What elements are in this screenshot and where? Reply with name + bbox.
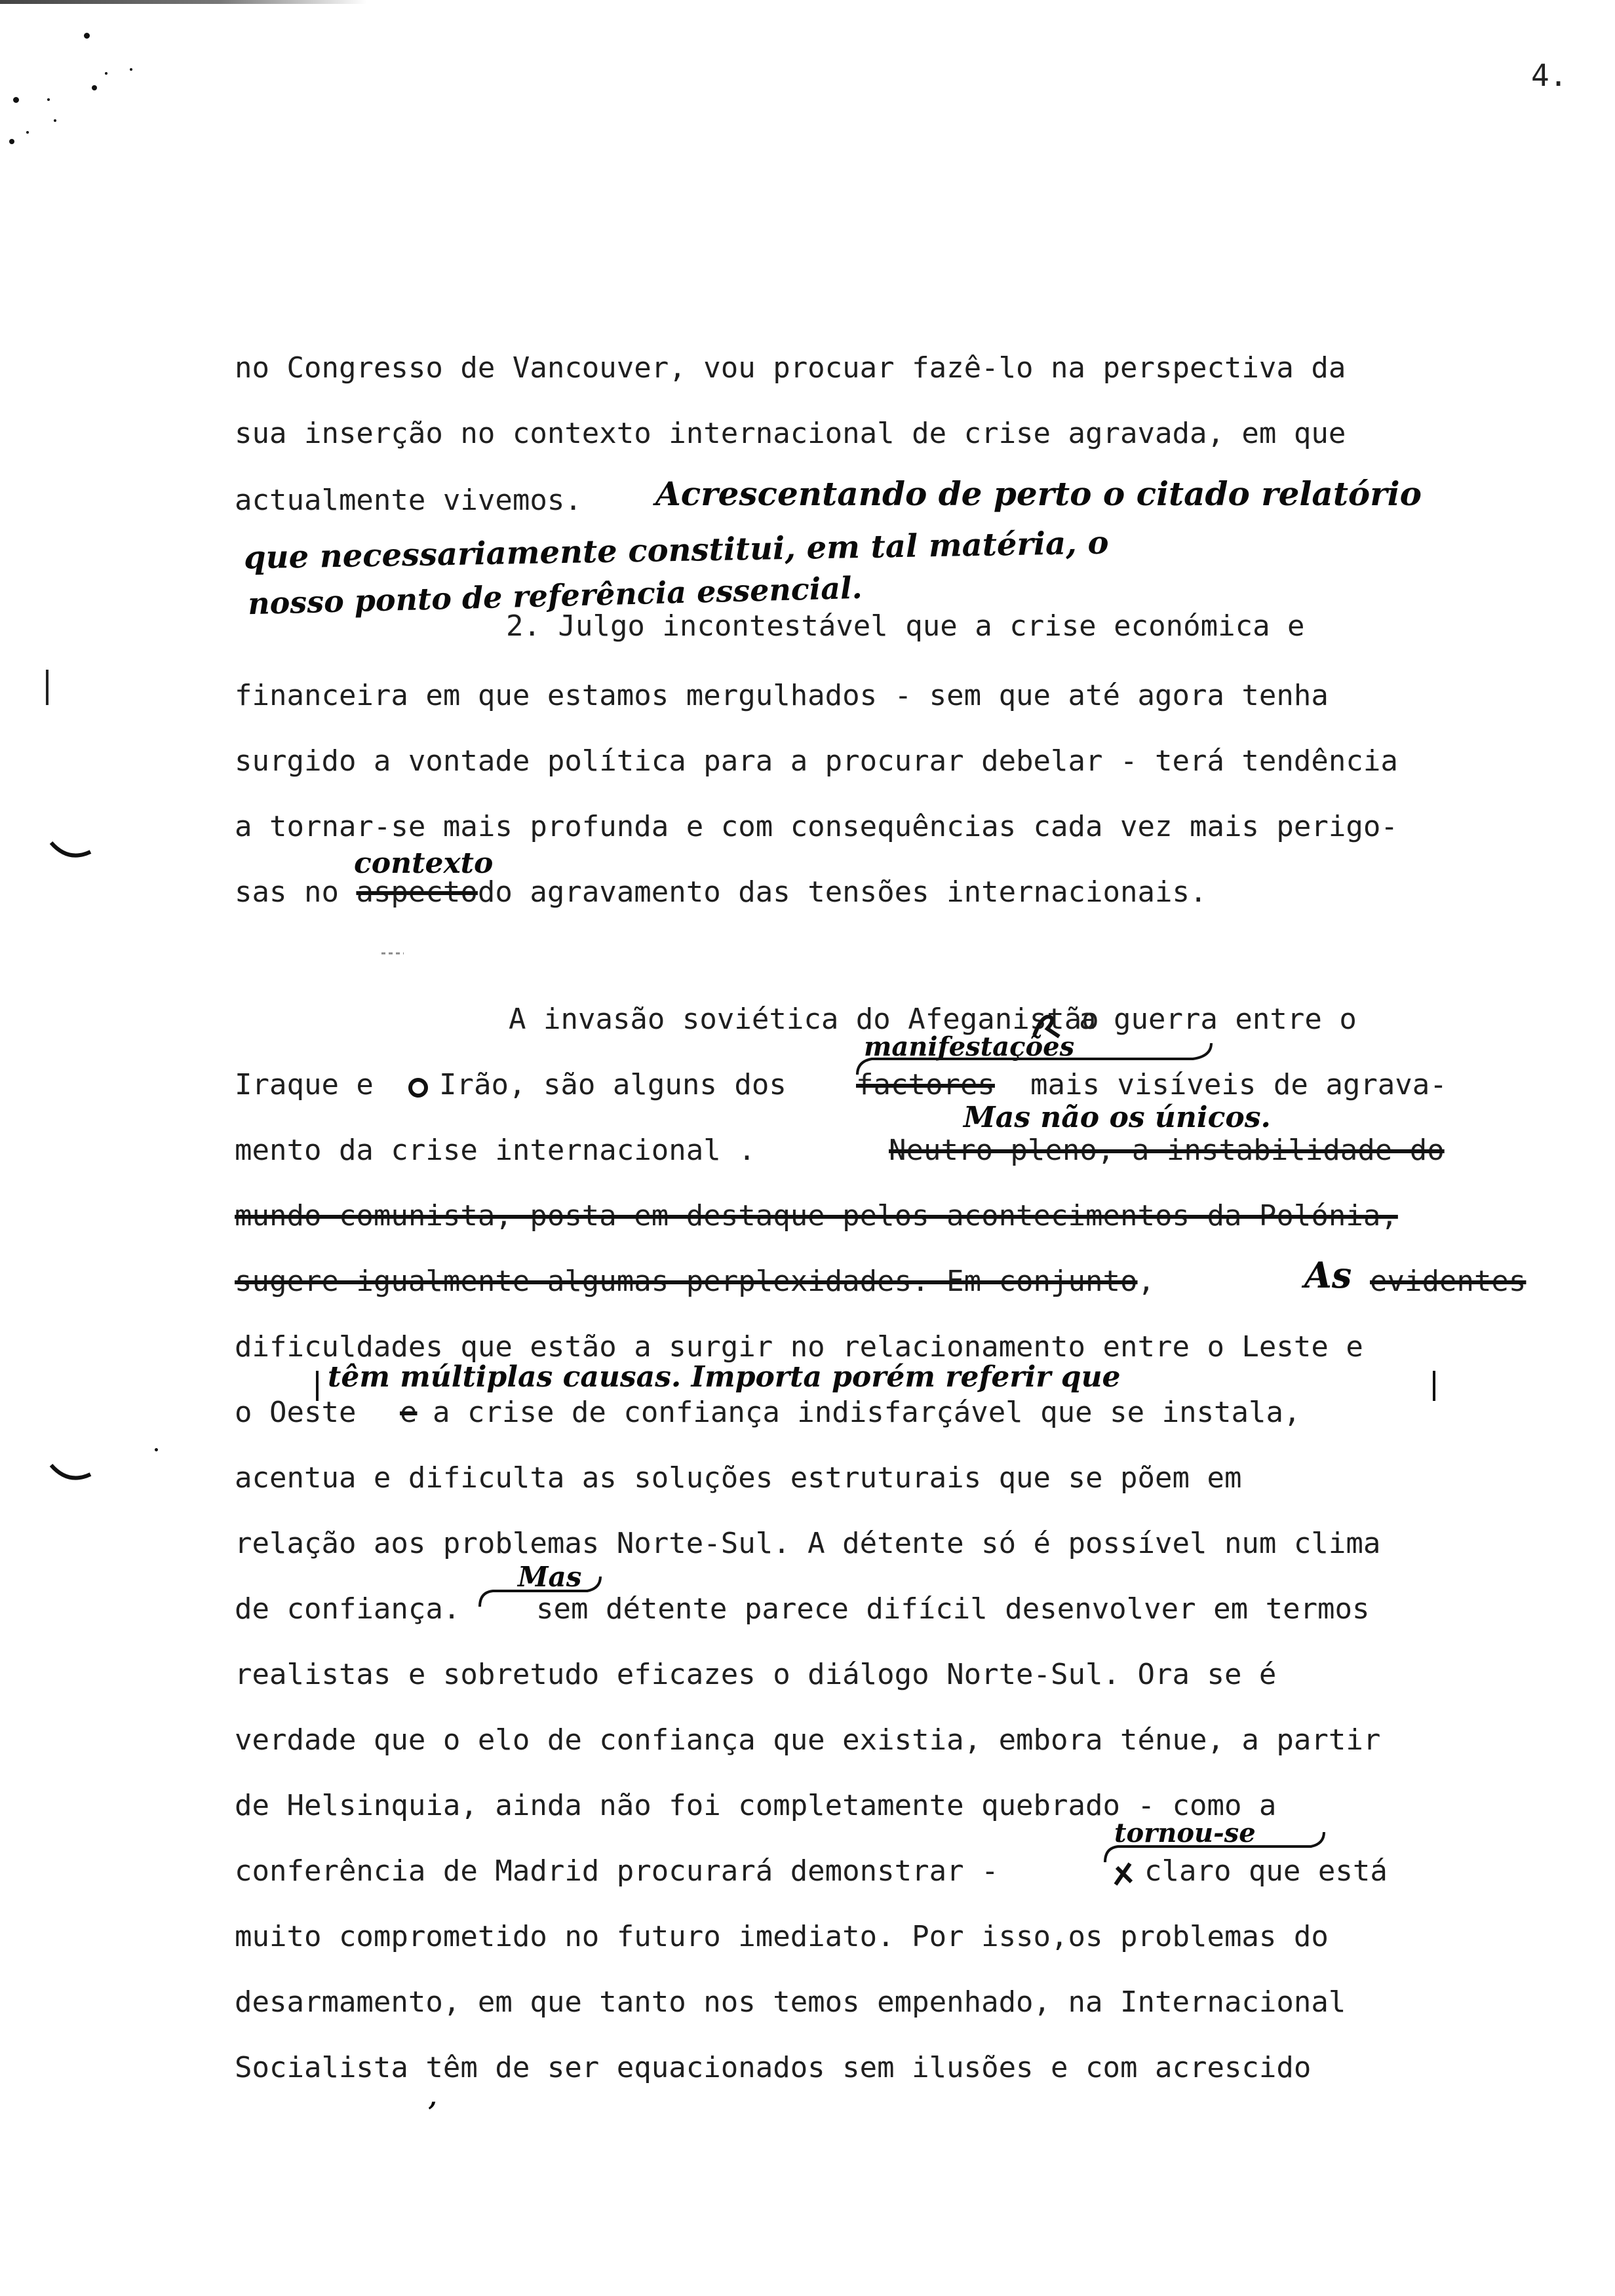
handwritten-insertion: Acrescentando de perto o citado relatório	[655, 474, 1422, 513]
text-line: surgido a vontade política para a procurar debelar - terá tendência	[235, 744, 1398, 778]
text-line: 2. Julgo incontestável que a crise económica e	[506, 609, 1305, 643]
handwritten-correction: Mas não os únicos.	[963, 1101, 1271, 1134]
handwritten-correction: contexto	[354, 847, 494, 880]
text-line	[856, 1068, 995, 1101]
struck-text: evidentes	[1370, 1265, 1527, 1298]
handwritten-correction: tornou-se	[1114, 1818, 1256, 1848]
struck-text: e	[400, 1396, 418, 1429]
handwritten-correction: ,	[429, 2084, 437, 2111]
text-line: sem détente parece difícil desenvolver em termos	[536, 1592, 1370, 1626]
deletion-mark	[1112, 1858, 1135, 1890]
handwritten-insertion: têm múltiplas causas. Importa porém referir que	[328, 1360, 1121, 1394]
text-line: dificuldades que estão a surgir no relacionamento entre o Leste e	[235, 1330, 1363, 1364]
text-line: Irão, são alguns dos	[439, 1068, 787, 1101]
text-line: a tornar-se mais profunda e com consequências cada vez mais perigo-	[235, 810, 1398, 843]
text-line: acentua e dificulta as soluções estruturais que se põem em	[235, 1461, 1242, 1495]
scan-edge	[0, 0, 367, 4]
struck-text: aspecto	[356, 875, 478, 909]
margin-mark	[49, 1461, 94, 1487]
text-fragment: ,	[1137, 1265, 1155, 1298]
text-line: a crise de confiança indisfarçável que se instala,	[433, 1396, 1301, 1429]
text-line: desarmamento, em que tanto nos temos empenhado, na Internacional	[235, 1985, 1346, 2019]
margin-mark	[49, 839, 94, 865]
handwritten-insertion: nosso ponto de referência essencial.	[247, 569, 863, 622]
margin-mark	[41, 668, 54, 708]
text-line: de Helsinquia, ainda não foi completamente quebrado - como a	[235, 1789, 1277, 1822]
text-line: realistas e sobretudo eficazes o diálogo Norte-Sul. Ora se é	[235, 1658, 1277, 1691]
text-fragment: o Oeste	[235, 1396, 357, 1429]
text-line	[1370, 1265, 1526, 1298]
text-fragment: sas no	[235, 875, 339, 909]
text-line: conferência de Madrid procurará demonstrar -	[235, 1854, 999, 1888]
page-number: 4.	[1531, 58, 1568, 93]
text-line: mais visíveis de agrava-	[1030, 1068, 1447, 1101]
margin-mark	[380, 950, 406, 957]
text-line	[889, 1134, 1445, 1167]
text-line: mento da crise internacional .	[235, 1134, 756, 1167]
text-fragment: do agravamento das tensões internacionais.	[477, 875, 1207, 909]
text-line: a guerra entre o	[1079, 1003, 1357, 1036]
text-line: financeira em que estamos mergulhados - sem que até agora tenha	[235, 679, 1329, 712]
text-fragment: Iraque e	[235, 1068, 374, 1101]
text-line	[235, 1396, 356, 1429]
text-fragment: A invasão soviética do Afeganistão	[509, 1003, 1099, 1036]
handwritten-correction: As	[1304, 1254, 1352, 1296]
text-line: de confiança.	[235, 1592, 461, 1626]
text-line: actualmente vivemos.	[235, 484, 582, 517]
text-line	[400, 1396, 418, 1429]
text-line: verdade que o elo de confiança que existia, embora ténue, a partir	[235, 1723, 1381, 1757]
handwritten-correction: manifestações	[864, 1031, 1075, 1062]
text-line: muito comprometido no futuro imediato. Por isso,os problemas do	[235, 1920, 1329, 1953]
struck-text: factores	[856, 1068, 995, 1101]
struck-text: Neutro pleno, a instabilidade do	[889, 1134, 1445, 1167]
deletion-mark	[406, 1075, 433, 1101]
text-line	[235, 1265, 1155, 1298]
text-line	[235, 1068, 374, 1101]
text-line: claro que está	[1144, 1854, 1388, 1888]
struck-text: mundo comunista, posta em destaque pelos acontecimentos da Polónia,	[235, 1199, 1398, 1233]
text-line: sua inserção no contexto internacional de crise agravada, em que	[235, 417, 1346, 450]
text-line: Socialista têm de ser equacionados sem ilusões e com acrescido	[235, 2051, 1312, 2084]
text-line: relação aos problemas Norte-Sul. A détente só é possível num clima	[235, 1527, 1381, 1560]
handwritten-insertion: que necessariamente constitui, em tal matéria, o	[243, 524, 1109, 577]
text-line	[235, 875, 1207, 909]
handwritten-correction: Mas	[518, 1561, 582, 1593]
text-line: no Congresso de Vancouver, vou procuar fazê-lo na perspectiva da	[235, 351, 1346, 385]
text-line	[235, 1199, 1398, 1233]
struck-text: sugere igualmente algumas perplexidades. Em conjunto	[235, 1265, 1138, 1298]
